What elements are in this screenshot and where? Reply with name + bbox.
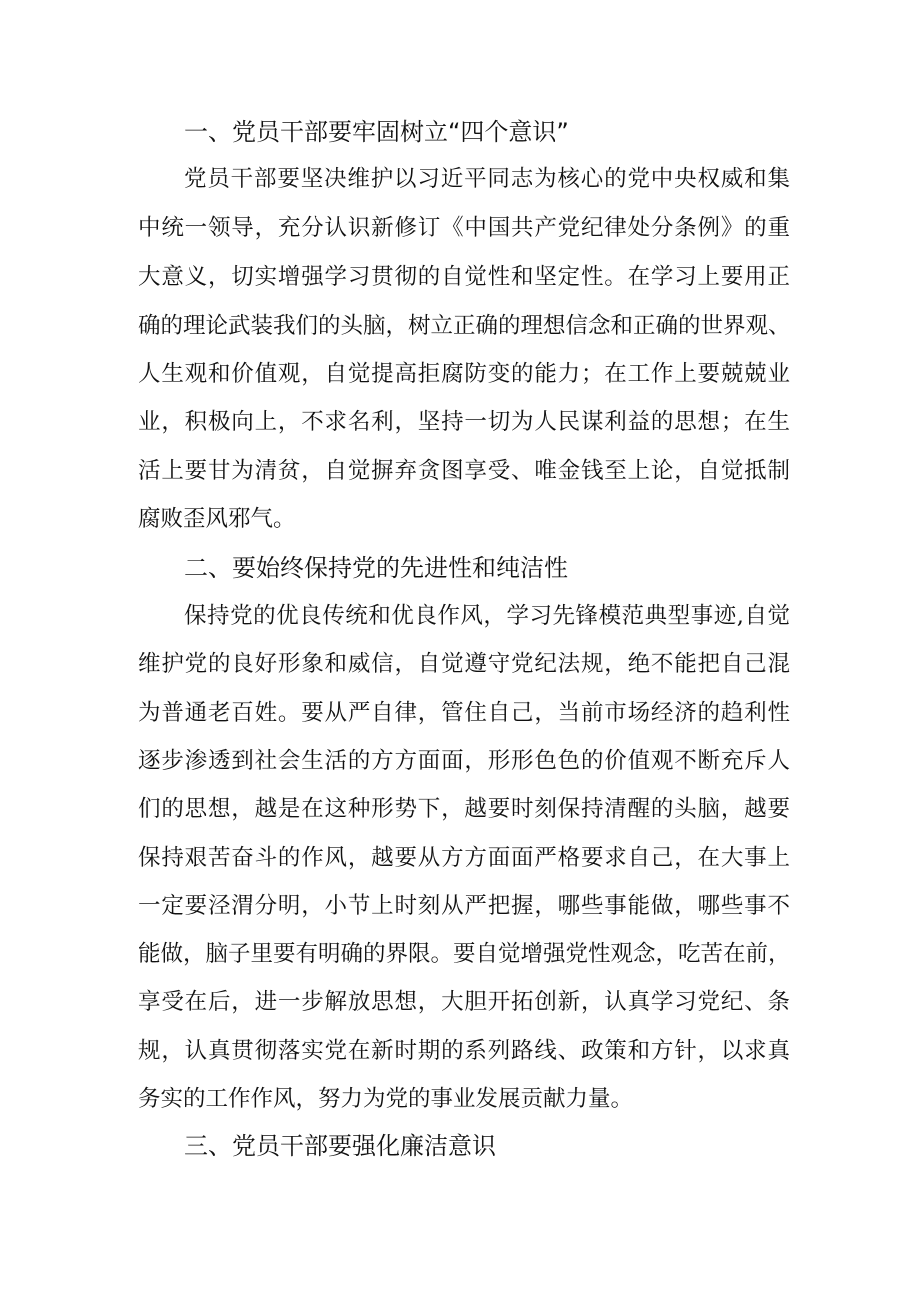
paragraph-line: 一定要泾渭分明，小节上时刻从严把握，哪些事能做，哪些事不 xyxy=(138,893,790,919)
paragraph-line: 逐步渗透到社会生活的方方面面，形形色色的价值观不断充斥人 xyxy=(138,748,790,774)
paragraph-line: 腐败歪风邪气。 xyxy=(138,506,296,532)
paragraph-line: 确的理论武装我们的头脑，树立正确的理想信念和正确的世界观、 xyxy=(138,313,791,339)
paragraph-line: 为普通老百姓。要从严自律，管住自己，当前市场经济的趋利性 xyxy=(138,700,790,726)
section-heading-1: 一、党员干部要牢固树立“四个意识” xyxy=(184,118,569,146)
paragraph-line: 人生观和价值观，自觉提高拒腐防变的能力；在工作上要兢兢业 xyxy=(138,361,790,387)
paragraph-line: 能做，脑子里要有明确的界限。要自觉增强党性观念，吃苦在前， xyxy=(138,941,791,967)
paragraph-line: 规，认真贯彻落实党在新时期的系列路线、政策和方针，以求真 xyxy=(138,1038,790,1064)
paragraph-line: 保持党的优良传统和优良作风，学习先锋模范典型事迹,自觉 xyxy=(184,603,790,629)
paragraph-line: 中统一领导，充分认识新修订《中国共产党纪律处分条例》的重 xyxy=(138,215,790,241)
paragraph-line: 大意义，切实增强学习贯彻的自觉性和坚定性。在学习上要用正 xyxy=(138,264,790,290)
paragraph-line: 维护党的良好形象和威信，自觉遵守党纪法规，绝不能把自己混 xyxy=(138,651,790,677)
paragraph-line: 党员干部要坚决维护以习近平同志为核心的党中央权威和集 xyxy=(184,166,790,192)
section-heading-2: 二、要始终保持党的先进性和纯洁性 xyxy=(184,554,568,582)
paragraph-line: 享受在后，进一步解放思想，大胆开拓创新，认真学习党纪、条 xyxy=(138,989,790,1015)
section-heading-3: 三、党员干部要强化廉洁意识 xyxy=(184,1132,496,1160)
paragraph-line: 们的思想，越是在这种形势下，越要时刻保持清醒的头脑，越要 xyxy=(138,796,790,822)
paragraph-line: 保持艰苦奋斗的作风，越要从方方面面严格要求自己，在大事上 xyxy=(138,845,790,871)
paragraph-line: 务实的工作作风，努力为党的事业发展贡献力量。 xyxy=(138,1086,634,1112)
paragraph-line: 活上要甘为清贫，自觉摒弃贪图享受、唯金钱至上论，自觉抵制 xyxy=(138,458,790,484)
paragraph-line: 业，积极向上，不求名利，坚持一切为人民谋利益的思想；在生 xyxy=(138,409,790,435)
